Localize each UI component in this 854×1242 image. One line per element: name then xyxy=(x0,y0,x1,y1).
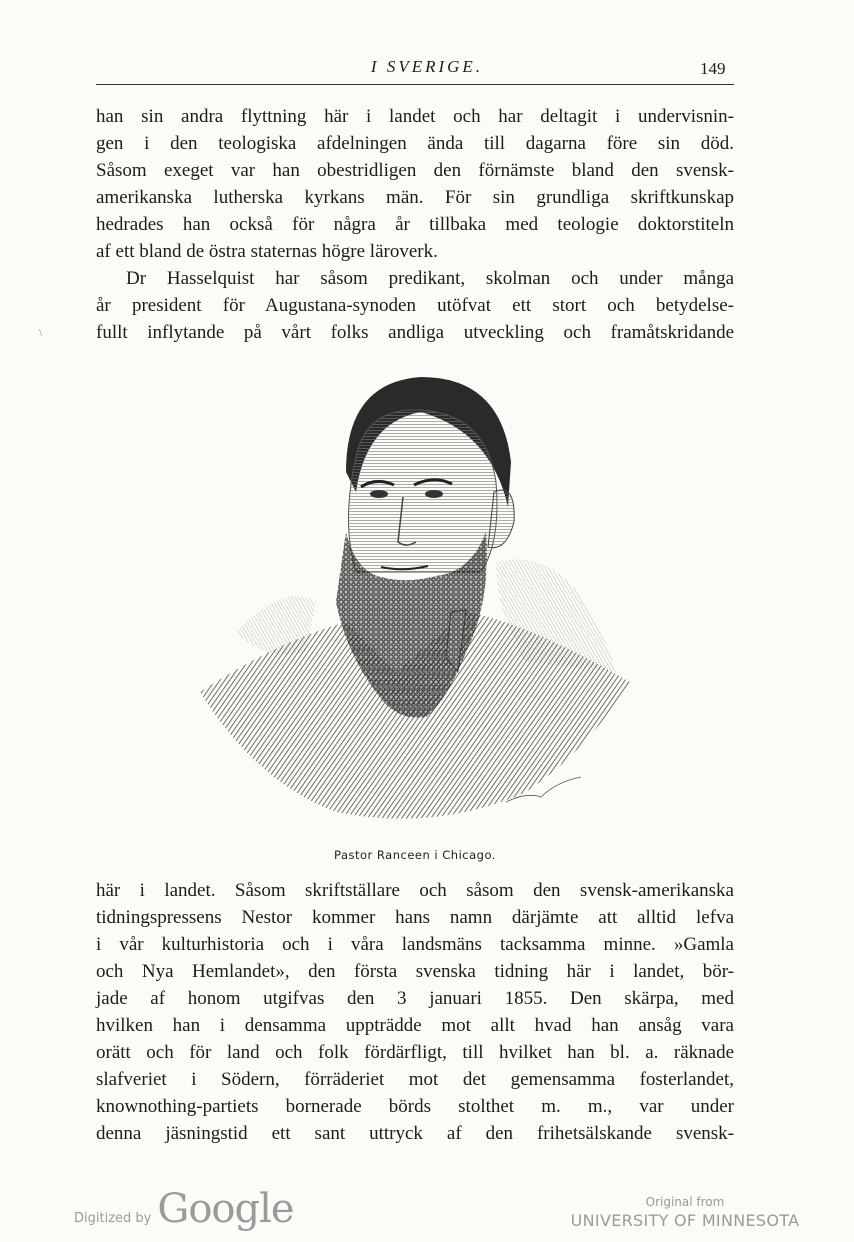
page-number: 149 xyxy=(700,59,726,78)
text-line: af ett bland de östra staternas högre läroverk. xyxy=(96,241,438,262)
text-line: här i landet. Såsom skriftställare och såsom den svensk-amerikanska xyxy=(96,880,734,901)
portrait-engraving xyxy=(196,372,636,832)
text-line: slafveriet i Södern, förräderiet mot det gemensamma fosterlandet, xyxy=(96,1069,734,1090)
text-line: tidningspressens Nestor kommer hans namn därjämte att alltid lefva xyxy=(96,907,734,928)
text-line: Dr Hasselquist har såsom predikant, skolman och under många xyxy=(126,268,734,289)
figure-caption: Pastor Ranceen i Chicago. xyxy=(334,848,496,862)
text-line: Såsom exeget var han obestridligen den förnämste bland den svensk- xyxy=(96,160,734,181)
paragraph-3 xyxy=(96,877,734,1147)
university-name: UNIVERSITY OF MINNESOTA xyxy=(570,1211,800,1230)
text-line: han sin andra flyttning här i landet och har deltagit i undervisnin- xyxy=(96,106,734,127)
original-from-label: Original from xyxy=(645,1195,725,1209)
text-line: amerikanska lutherska kyrkans män. För sin grundliga skriftkunskap xyxy=(96,187,734,208)
text-line: i vår kulturhistoria och i våra landsmäns tacksamma minne. »Gamla xyxy=(96,934,734,955)
text-line: denna jäsningstid ett sant uttryck af den frihetsälskande svensk- xyxy=(96,1123,734,1144)
text-line: knownothing-partiets bornerade börds stolthet m. m., var under xyxy=(96,1096,734,1117)
header-rule xyxy=(96,84,734,85)
paragraph-1 xyxy=(96,103,734,265)
margin-mark: \ xyxy=(39,327,43,339)
google-logo: Google xyxy=(157,1186,294,1232)
text-line: gen i den teologiska afdelningen ända till dagarna före sin död. xyxy=(96,133,734,154)
source-credit xyxy=(560,1195,810,1230)
text-line: hedrades han också för några år tillbaka med teologie doktorstiteln xyxy=(96,214,734,235)
text-line: hvilken han i densamma uppträdde mot allt hvad han ansåg vara xyxy=(96,1015,734,1036)
text-line: fullt inflytande på vårt folks andliga utveckling och framåtskridande xyxy=(96,322,734,343)
text-line: och Nya Hemlandet», den första svenska tidning här i landet, bör- xyxy=(96,961,734,982)
text-line: år president för Augustana-synoden utöfvat ett stort och betydelse- xyxy=(96,295,734,316)
digitization-credit xyxy=(74,1186,294,1232)
text-line: jade af honom utgifvas den 3 januari 1855. Den skärpa, med xyxy=(96,988,734,1009)
paragraph-2 xyxy=(96,265,734,346)
text-line: orätt och för land och folk fördärfligt, till hvilket han bl. a. räknade xyxy=(96,1042,734,1063)
digitized-by-label: Digitized by xyxy=(74,1211,152,1226)
running-title: I SVERIGE. xyxy=(370,57,484,76)
